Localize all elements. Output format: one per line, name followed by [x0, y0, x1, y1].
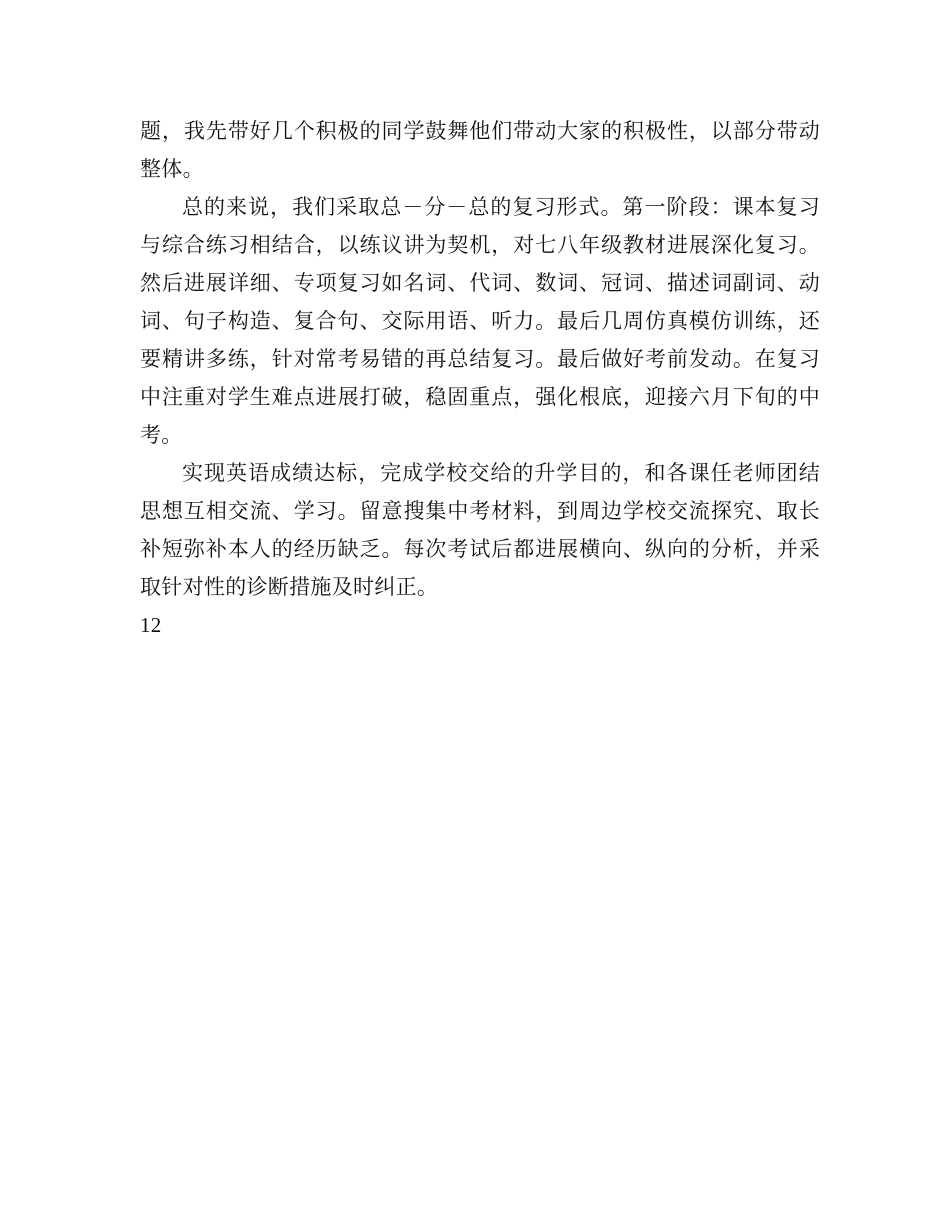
- page-number: 12: [140, 613, 162, 637]
- paragraph-goals: 实现英语成绩达标，完成学校交给的升学目的，和各课任老师团结思想互相交流、学习。留意搜集中考材料，到周边学校交流探究、取长补短弥补本人的经历缺乏。每次考试后都进展横向、纵向的分析，并采取针对性的诊断措施及时纠正。: [140, 461, 820, 599]
- document-body: [140, 112, 820, 644]
- paragraph-continuation: 题，我先带好几个积极的同学鼓舞他们带动大家的积极性，以部分带动整体。: [140, 119, 820, 181]
- paragraph-review-plan: 总的来说，我们采取总－分－总的复习形式。第一阶段：课本复习与综合练习相结合，以练议讲为契机，对七八年级教材进展深化复习。然后进展详细、专项复习如名词、代词、数词、冠词、描述词副词、动词、句子构造、复合句、交际用语、听力。最后几周仿真模仿训练，还要精讲多练，针对常考易错的再总结复习。最后做好考前发动。在复习中注重对学生难点进展打破，稳固重点，强化根底，迎接六月下旬的中考。: [140, 195, 820, 447]
